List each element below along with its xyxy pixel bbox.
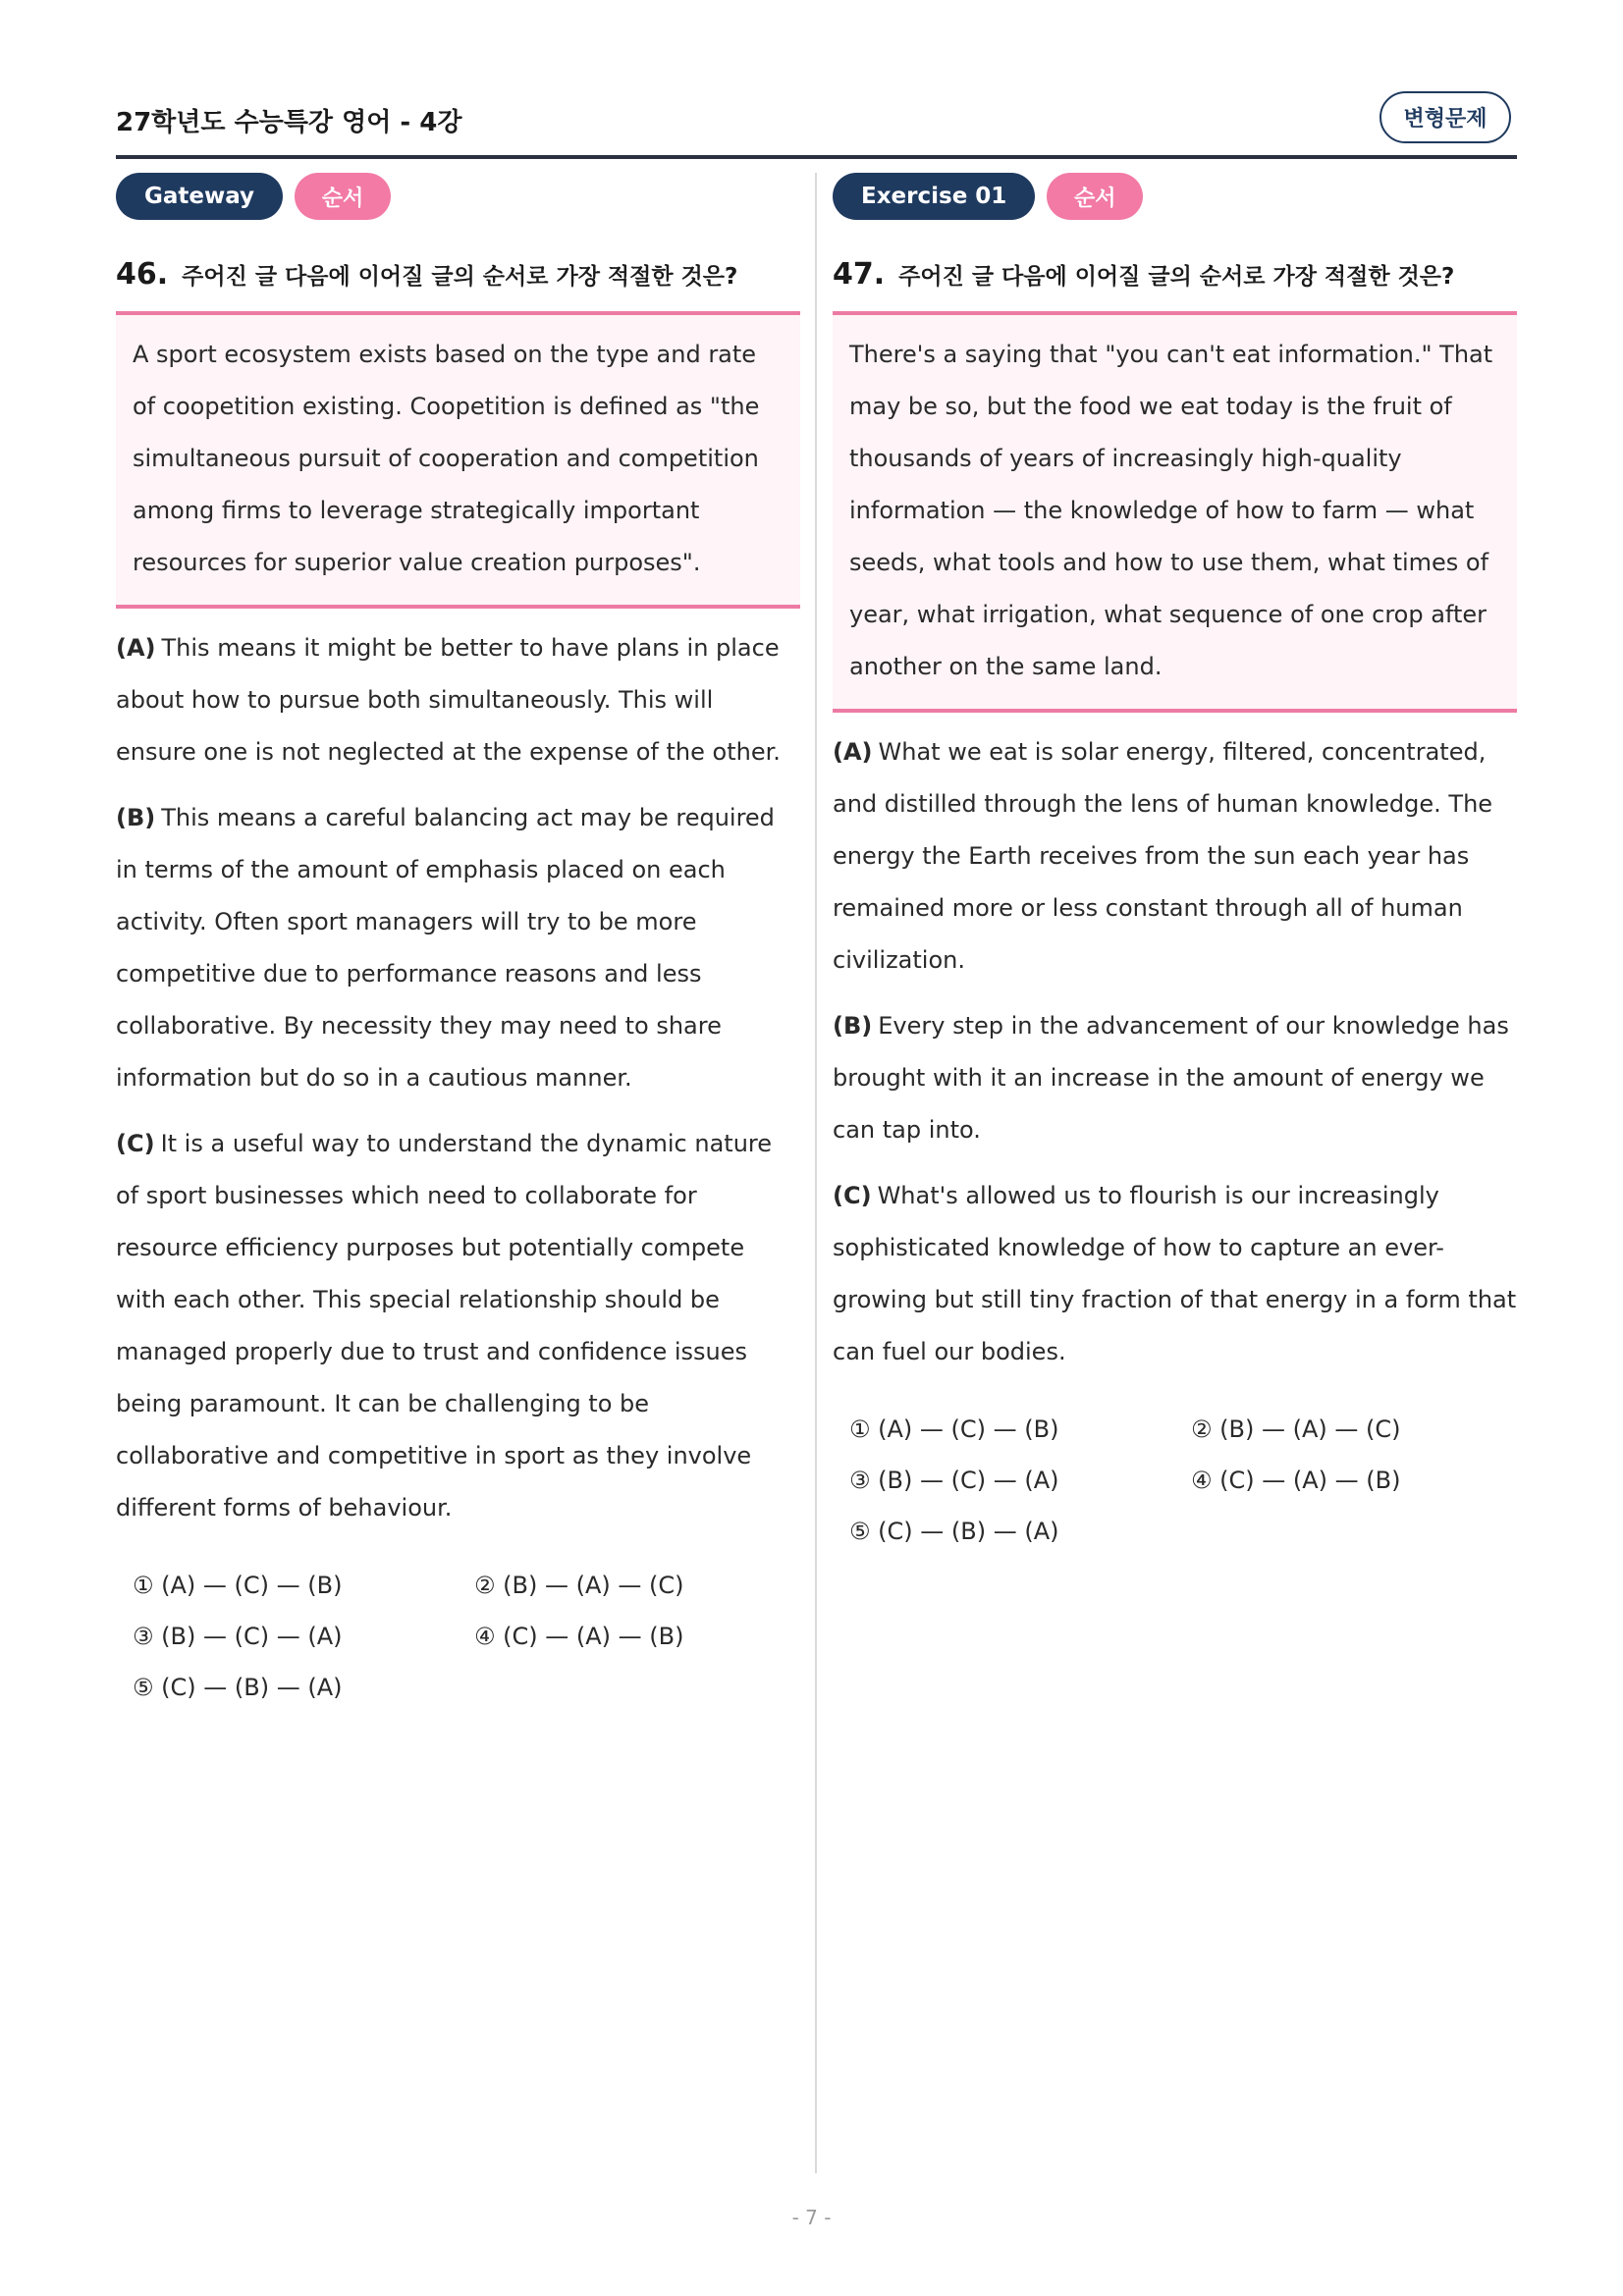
answer-options <box>116 1560 800 1713</box>
paragraph-c <box>116 1118 800 1534</box>
question-46-column <box>116 173 800 1713</box>
question-46-tags <box>116 173 800 222</box>
answer-option-3[interactable]: ③ (B) — (C) — (A) <box>849 1467 1059 1494</box>
paragraph-b <box>116 792 800 1104</box>
paragraph-c <box>833 1170 1517 1378</box>
paragraph-a <box>116 622 800 778</box>
question-number: 46. <box>116 257 169 292</box>
paragraph-text: What's allowed us to flourish is our increasingly sophisticated knowledge of how to capture an ever-growing but still tiny fraction of that energy in a form that can fuel our bodies. <box>833 1182 1517 1365</box>
exercise-tag: Exercise 01 <box>833 173 1035 220</box>
question-47-column <box>833 173 1517 1557</box>
paragraph-text: This means it might be better to have plans in place about how to pursue both simultaneously. This will ensure one is not neglected at the expense of the other. <box>116 634 781 766</box>
order-type-tag: 순서 <box>1047 173 1143 220</box>
header-divider <box>116 155 1517 159</box>
paragraph-label: (B) <box>833 1012 873 1040</box>
paragraph-b <box>833 1000 1517 1156</box>
question-47-heading <box>833 257 1517 292</box>
paragraph-label: (C) <box>116 1130 155 1157</box>
answer-option-3[interactable]: ③ (B) — (C) — (A) <box>133 1623 343 1650</box>
question-prompt: 주어진 글 다음에 이어질 글의 순서로 가장 적절한 것은? <box>182 264 738 290</box>
paragraph-label: (A) <box>116 634 156 662</box>
gateway-tag: Gateway <box>116 173 283 220</box>
question-46-heading <box>116 257 800 292</box>
answer-option-5[interactable]: ⑤ (C) — (B) — (A) <box>133 1674 343 1701</box>
paragraph-a <box>833 726 1517 987</box>
paragraph-text: What we eat is solar energy, filtered, concentrated, and distilled through the lens of human knowledge. The energy the Earth receives from the sun each year has remained more or less constant through all of human civilization. <box>833 738 1493 974</box>
answer-options <box>833 1404 1517 1557</box>
paragraph-label: (B) <box>116 804 156 831</box>
page-number: - 7 - <box>791 2206 832 2229</box>
paragraph-text: Every step in the advancement of our knowledge has brought with it an increase in the amount of energy we can tap into. <box>833 1012 1509 1144</box>
answer-option-5[interactable]: ⑤ (C) — (B) — (A) <box>849 1518 1059 1545</box>
variant-problem-badge: 변형문제 <box>1380 91 1511 143</box>
paragraph-label: (C) <box>833 1182 872 1209</box>
question-number: 47. <box>833 257 886 292</box>
given-passage: A sport ecosystem exists based on the type and rate of coopetition existing. Coopetition is defined as "the simultaneous pursuit of cooperation and competition among firms to leverage strategically important resources for superior value creation purposes". <box>116 311 800 609</box>
answer-option-2[interactable]: ② (B) — (A) — (C) <box>1191 1415 1401 1443</box>
answer-option-4[interactable]: ④ (C) — (A) — (B) <box>474 1623 684 1650</box>
answer-option-1[interactable]: ① (A) — (C) — (B) <box>849 1415 1059 1443</box>
answer-option-4[interactable]: ④ (C) — (A) — (B) <box>1191 1467 1401 1494</box>
paragraph-text: This means a careful balancing act may be required in terms of the amount of emphasis placed on each activity. Often sport managers will try to be more competitive due to performance reasons and less collaborative. By necessity they may need to share information but do so in a cautious manner. <box>116 804 775 1092</box>
question-prompt: 주어진 글 다음에 이어질 글의 순서로 가장 적절한 것은? <box>898 264 1455 290</box>
answer-option-1[interactable]: ① (A) — (C) — (B) <box>133 1572 343 1599</box>
document-title: 27학년도 수능특강 영어 - 4강 <box>116 108 462 137</box>
order-type-tag: 순서 <box>295 173 391 220</box>
paragraph-text: It is a useful way to understand the dynamic nature of sport businesses which need to collaborate for resource efficiency purposes but potentially compete with each other. This special relationship should be managed properly due to trust and confidence issues being paramount. It can be challenging to be collaborative and competitive in sport as they involve different forms of behaviour. <box>116 1130 773 1522</box>
paragraph-label: (A) <box>833 738 873 766</box>
column-divider <box>815 173 817 2173</box>
question-47-tags <box>833 173 1517 222</box>
answer-option-2[interactable]: ② (B) — (A) — (C) <box>474 1572 684 1599</box>
given-passage: There's a saying that "you can't eat information." That may be so, but the food we eat today is the fruit of thousands of years of increasingly high-quality information — the knowledge of how to farm — what seeds, what tools and how to use them, what times of year, what irrigation, what sequence of one crop after another on the same land. <box>833 311 1517 713</box>
